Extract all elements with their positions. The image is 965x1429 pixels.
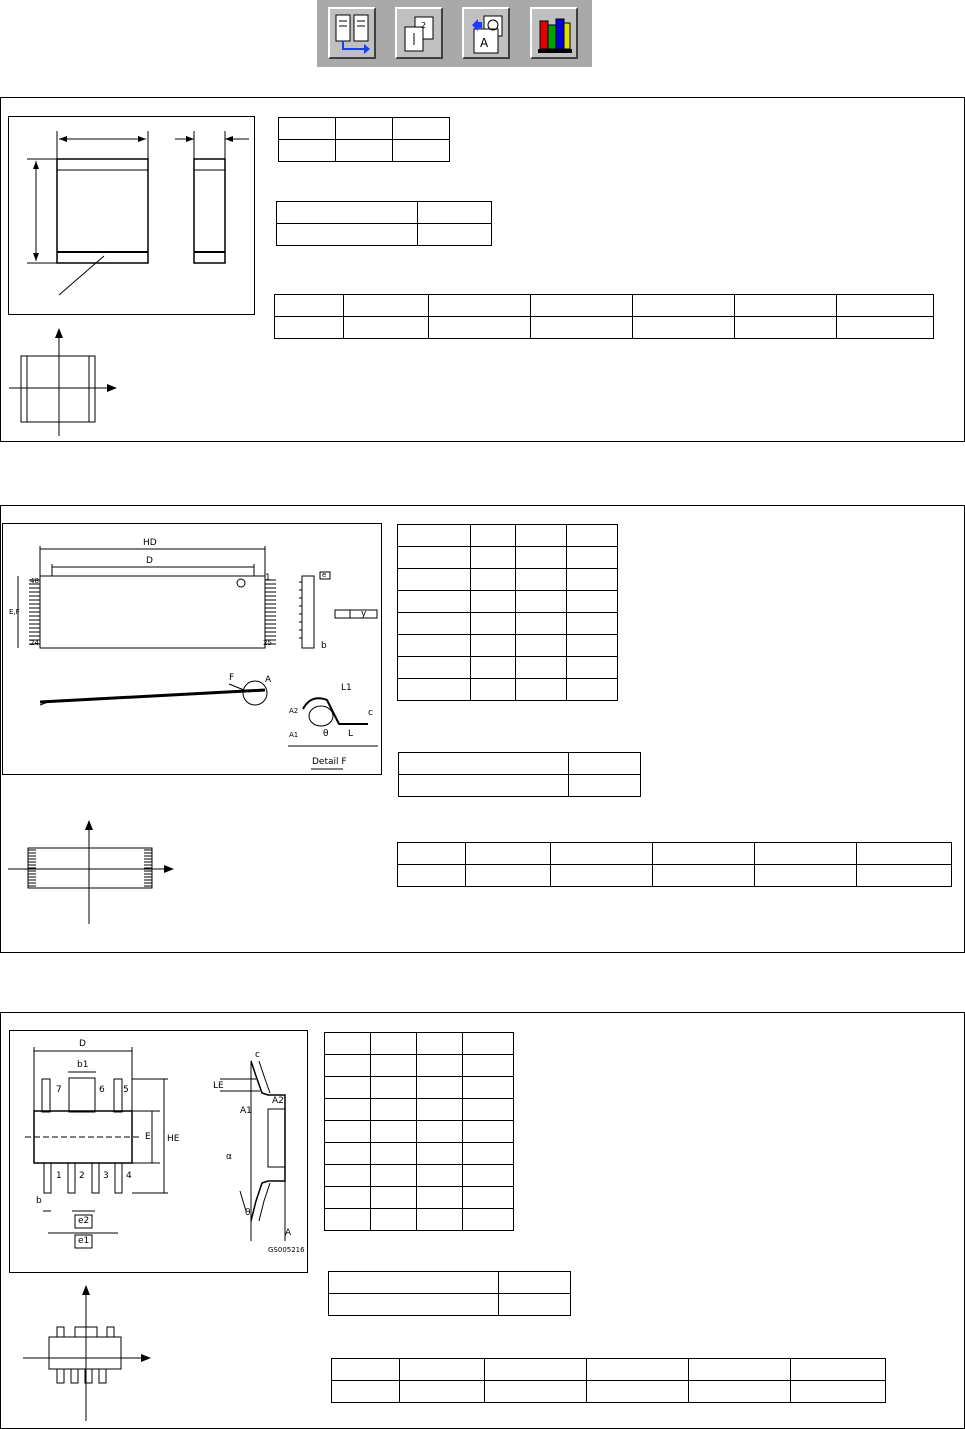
- he-label: HE: [167, 1134, 180, 1144]
- drawing-code-label: GS005216: [268, 1246, 305, 1254]
- a1-label-3: A1: [240, 1106, 252, 1116]
- c-label: c: [368, 708, 373, 718]
- two-pages-button[interactable]: [395, 7, 443, 59]
- pin48-label: 48: [30, 577, 39, 585]
- navigation-toolbar: [317, 0, 592, 67]
- package-drawing-3: [9, 1030, 308, 1273]
- pin3-label: 3: [103, 1171, 109, 1181]
- d-label-3: D: [79, 1039, 86, 1049]
- pin7-label: 7: [56, 1085, 62, 1095]
- l1-label: L1: [341, 683, 352, 693]
- package-panel-2: [0, 505, 965, 953]
- orientation-diagram-1: [7, 326, 127, 441]
- theta-label-3: θ: [245, 1208, 251, 1218]
- orientation-diagram-3: [11, 1281, 161, 1426]
- orientation-diagram-2: [6, 818, 181, 933]
- a-label-3: A: [285, 1228, 292, 1238]
- dimension-table-1c: [274, 294, 934, 339]
- two-pages-icon: [401, 13, 439, 55]
- pin5-label: 5: [123, 1085, 129, 1095]
- books-icon: [536, 13, 574, 55]
- e1-label: e1: [78, 1236, 90, 1246]
- pin1-label: 1: [265, 573, 271, 583]
- a2-label-3: A2: [272, 1096, 284, 1106]
- b-label: b: [321, 641, 327, 651]
- find-text-icon: [468, 13, 506, 55]
- theta-label: θ: [323, 729, 329, 739]
- le-label: LE: [213, 1081, 224, 1091]
- dimension-table-1a: [278, 117, 450, 162]
- detail-f-label: Detail F: [312, 757, 347, 767]
- svg-text:2: 2: [421, 21, 427, 30]
- dimension-table-1b: [276, 201, 492, 246]
- package-drawing-2: [2, 523, 382, 775]
- l-label: L: [348, 729, 354, 739]
- a1-label: A1: [289, 731, 299, 739]
- page-layout-button[interactable]: [328, 7, 376, 59]
- e-label-3: E: [145, 1132, 151, 1142]
- find-text-button[interactable]: [462, 7, 510, 59]
- dimension-table-2c: [397, 842, 952, 887]
- f-label: F: [229, 673, 235, 683]
- dimension-table-3a: [324, 1032, 514, 1231]
- a-label: A: [265, 675, 272, 685]
- e2-label: e2: [78, 1216, 90, 1226]
- capacitor-outline-drawing: [9, 117, 254, 314]
- b1-label: b1: [77, 1060, 89, 1070]
- a2-label: A2: [289, 707, 299, 715]
- pin25-label: 25: [263, 639, 272, 647]
- b-label-3: b: [36, 1196, 42, 1206]
- pin6-label: 6: [99, 1085, 105, 1095]
- books-button[interactable]: [530, 7, 578, 59]
- sot223-outline-drawing: [10, 1031, 307, 1272]
- hd-label: HD: [143, 538, 157, 548]
- pin4-label: 4: [126, 1171, 132, 1181]
- package-drawing-1: [8, 116, 255, 315]
- d-label: D: [146, 556, 153, 566]
- pin2-label: 2: [79, 1171, 85, 1181]
- dimension-table-3c: [331, 1358, 886, 1403]
- svg-text:A: A: [480, 36, 489, 50]
- c-label-3: c: [255, 1050, 260, 1060]
- dimension-table-3b: [328, 1271, 571, 1316]
- pin1-label-3: 1: [56, 1171, 62, 1181]
- dimension-table-2b: [398, 752, 641, 797]
- package-panel-1: [0, 97, 965, 442]
- dimension-table-2a: [397, 524, 618, 701]
- package-panel-3: [0, 1012, 965, 1429]
- page-layout-icon: [334, 13, 372, 55]
- alpha-label: α: [226, 1152, 232, 1162]
- e-box-label: e: [322, 571, 327, 579]
- pin24-label: 24: [30, 639, 39, 647]
- y-label: y: [361, 609, 367, 619]
- e-label: E,F: [9, 608, 20, 616]
